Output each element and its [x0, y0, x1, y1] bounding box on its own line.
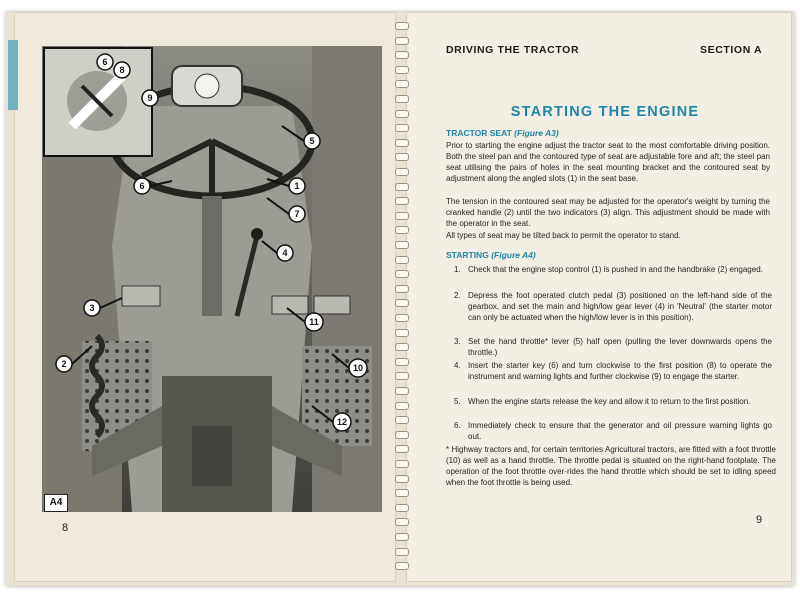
running-header-right: SECTION A: [700, 44, 763, 56]
binding-coil: [395, 124, 409, 132]
binding-coil: [395, 226, 409, 234]
binding-coil: [395, 66, 409, 74]
callout-label: 8: [119, 65, 125, 75]
binding-coil: [395, 329, 409, 337]
binding-coil: [395, 139, 409, 147]
binding-coil: [395, 51, 409, 59]
footnote: * Highway tractors and, for certain territories Agricultural tractors, are fitted with a foot throttle (10) as well as a hand throttle. The throttle pedal is situated on the right-hand footplate. The operation of the foot throttle over-rides the hand throttle which should be set to idling speed when the foot throttle is being used.: [446, 445, 776, 487]
binding-coil: [395, 489, 409, 497]
binding-coil: [395, 153, 409, 161]
tractor-seat-paragraph-1: Prior to starting the engine adjust the tractor seat to the most comfortable driving position. Both the steel pan and the contoured type of seat are adjustable fore and aft; the steel pan seat utilising the pairs of holes in the seat mounting bracket and the contoured seat by adjustment along the angled slots (1) in the seat base.: [446, 141, 770, 183]
spiral-binding: [395, 14, 407, 580]
binding-coil: [395, 475, 409, 483]
binding-coil: [395, 110, 409, 118]
callout-label: 11: [309, 317, 319, 327]
binding-coil: [395, 80, 409, 88]
binding-coil: [395, 431, 409, 439]
binding-coil: [395, 95, 409, 103]
binding-coil: [395, 314, 409, 322]
page-number-left: 8: [62, 522, 69, 534]
binding-coil: [395, 518, 409, 526]
binding-coil: [395, 548, 409, 556]
tractor-seat-paragraph-2: The tension in the contoured seat may be adjusted for the operator's weight by turning the cranked handle (2) until the two indicators (3) align. This adjustment should be made with the operator in the seat.: [446, 197, 770, 228]
figure-label: A4: [44, 494, 68, 512]
step-text: Check that the engine stop control (1) is pushed in and the handbrake (2) engaged.: [468, 265, 763, 274]
tractor-seat-figure-ref: (Figure A3): [514, 128, 559, 138]
binding-coil: [395, 256, 409, 264]
binding-coil: [395, 168, 409, 176]
tractor-seat-heading: [446, 128, 559, 138]
tractor-seat-heading-text: TRACTOR SEAT: [446, 128, 512, 138]
starting-figure-ref: (Figure A4): [491, 250, 536, 260]
binding-coil: [395, 416, 409, 424]
step-text: Insert the starter key (6) and turn clockwise to the first position (8) to operate the instrument and warning lights and further clockwise (9) to engage the starter.: [468, 361, 772, 381]
binding-coil: [395, 358, 409, 366]
binding-coil: [395, 504, 409, 512]
callout-label: 3: [89, 303, 95, 313]
callout-label: 9: [147, 93, 153, 103]
callout-label: 4: [282, 248, 288, 258]
callout-label: 6: [139, 181, 145, 191]
photo-illustration: [42, 46, 382, 512]
step-text: Immediately check to ensure that the generator and oil pressure warning lights go out.: [468, 421, 772, 441]
running-header-left: DRIVING THE TRACTOR: [446, 44, 580, 56]
binding-coil: [395, 445, 409, 453]
step-text: Depress the foot operated clutch pedal (3) positioned on the left-hand side of the gearbox, and set the main and high/low gear lever (4) in 'Neutral' (the starter motor can only be actuated when the high/low lever is in this position).: [468, 291, 772, 322]
binding-coil: [395, 562, 409, 570]
binding-coil: [395, 372, 409, 380]
binding-coil: [395, 299, 409, 307]
step-number: 4.: [454, 361, 461, 370]
callout-label: 12: [336, 417, 348, 427]
binding-coil: [395, 460, 409, 468]
section-title: STARTING THE ENGINE: [510, 104, 700, 120]
callout-label: 1: [294, 181, 300, 191]
binding-coil: [395, 183, 409, 191]
binding-coil: [395, 285, 409, 293]
starting-heading: [446, 250, 536, 260]
binding-coil: [395, 343, 409, 351]
step-number: 5.: [454, 397, 461, 406]
page-number-right: 9: [756, 514, 763, 526]
callout-label: 10: [352, 363, 364, 373]
tractor-seat-paragraph-3: All types of seat may be tilted back to permit the operator to stand.: [446, 231, 681, 240]
callout-label: 2: [61, 359, 67, 369]
step-number: 2.: [454, 291, 461, 300]
callout-label: 6: [102, 57, 108, 67]
binding-coil: [395, 197, 409, 205]
step-number: 1.: [454, 265, 461, 274]
binding-coil: [395, 402, 409, 410]
step-number: 6.: [454, 421, 461, 430]
binding-coil: [395, 387, 409, 395]
binding-coil: [395, 241, 409, 249]
binding-coil: [395, 212, 409, 220]
binding-coil: [395, 270, 409, 278]
binding-coil: [395, 533, 409, 541]
step-number: 3.: [454, 337, 461, 346]
binding-coil: [395, 37, 409, 45]
section-tab: [8, 40, 18, 110]
starting-heading-text: STARTING: [446, 250, 489, 260]
callout-label: 5: [309, 136, 315, 146]
callout-label: 7: [294, 209, 300, 219]
step-text: When the engine starts release the key and allow it to return to the first position.: [468, 397, 751, 406]
step-text: Set the hand throttle* lever (5) half open (pulling the lever downwards opens the throttle.): [468, 337, 772, 357]
binding-coil: [395, 22, 409, 30]
tractor-cockpit-photo: [42, 46, 382, 512]
